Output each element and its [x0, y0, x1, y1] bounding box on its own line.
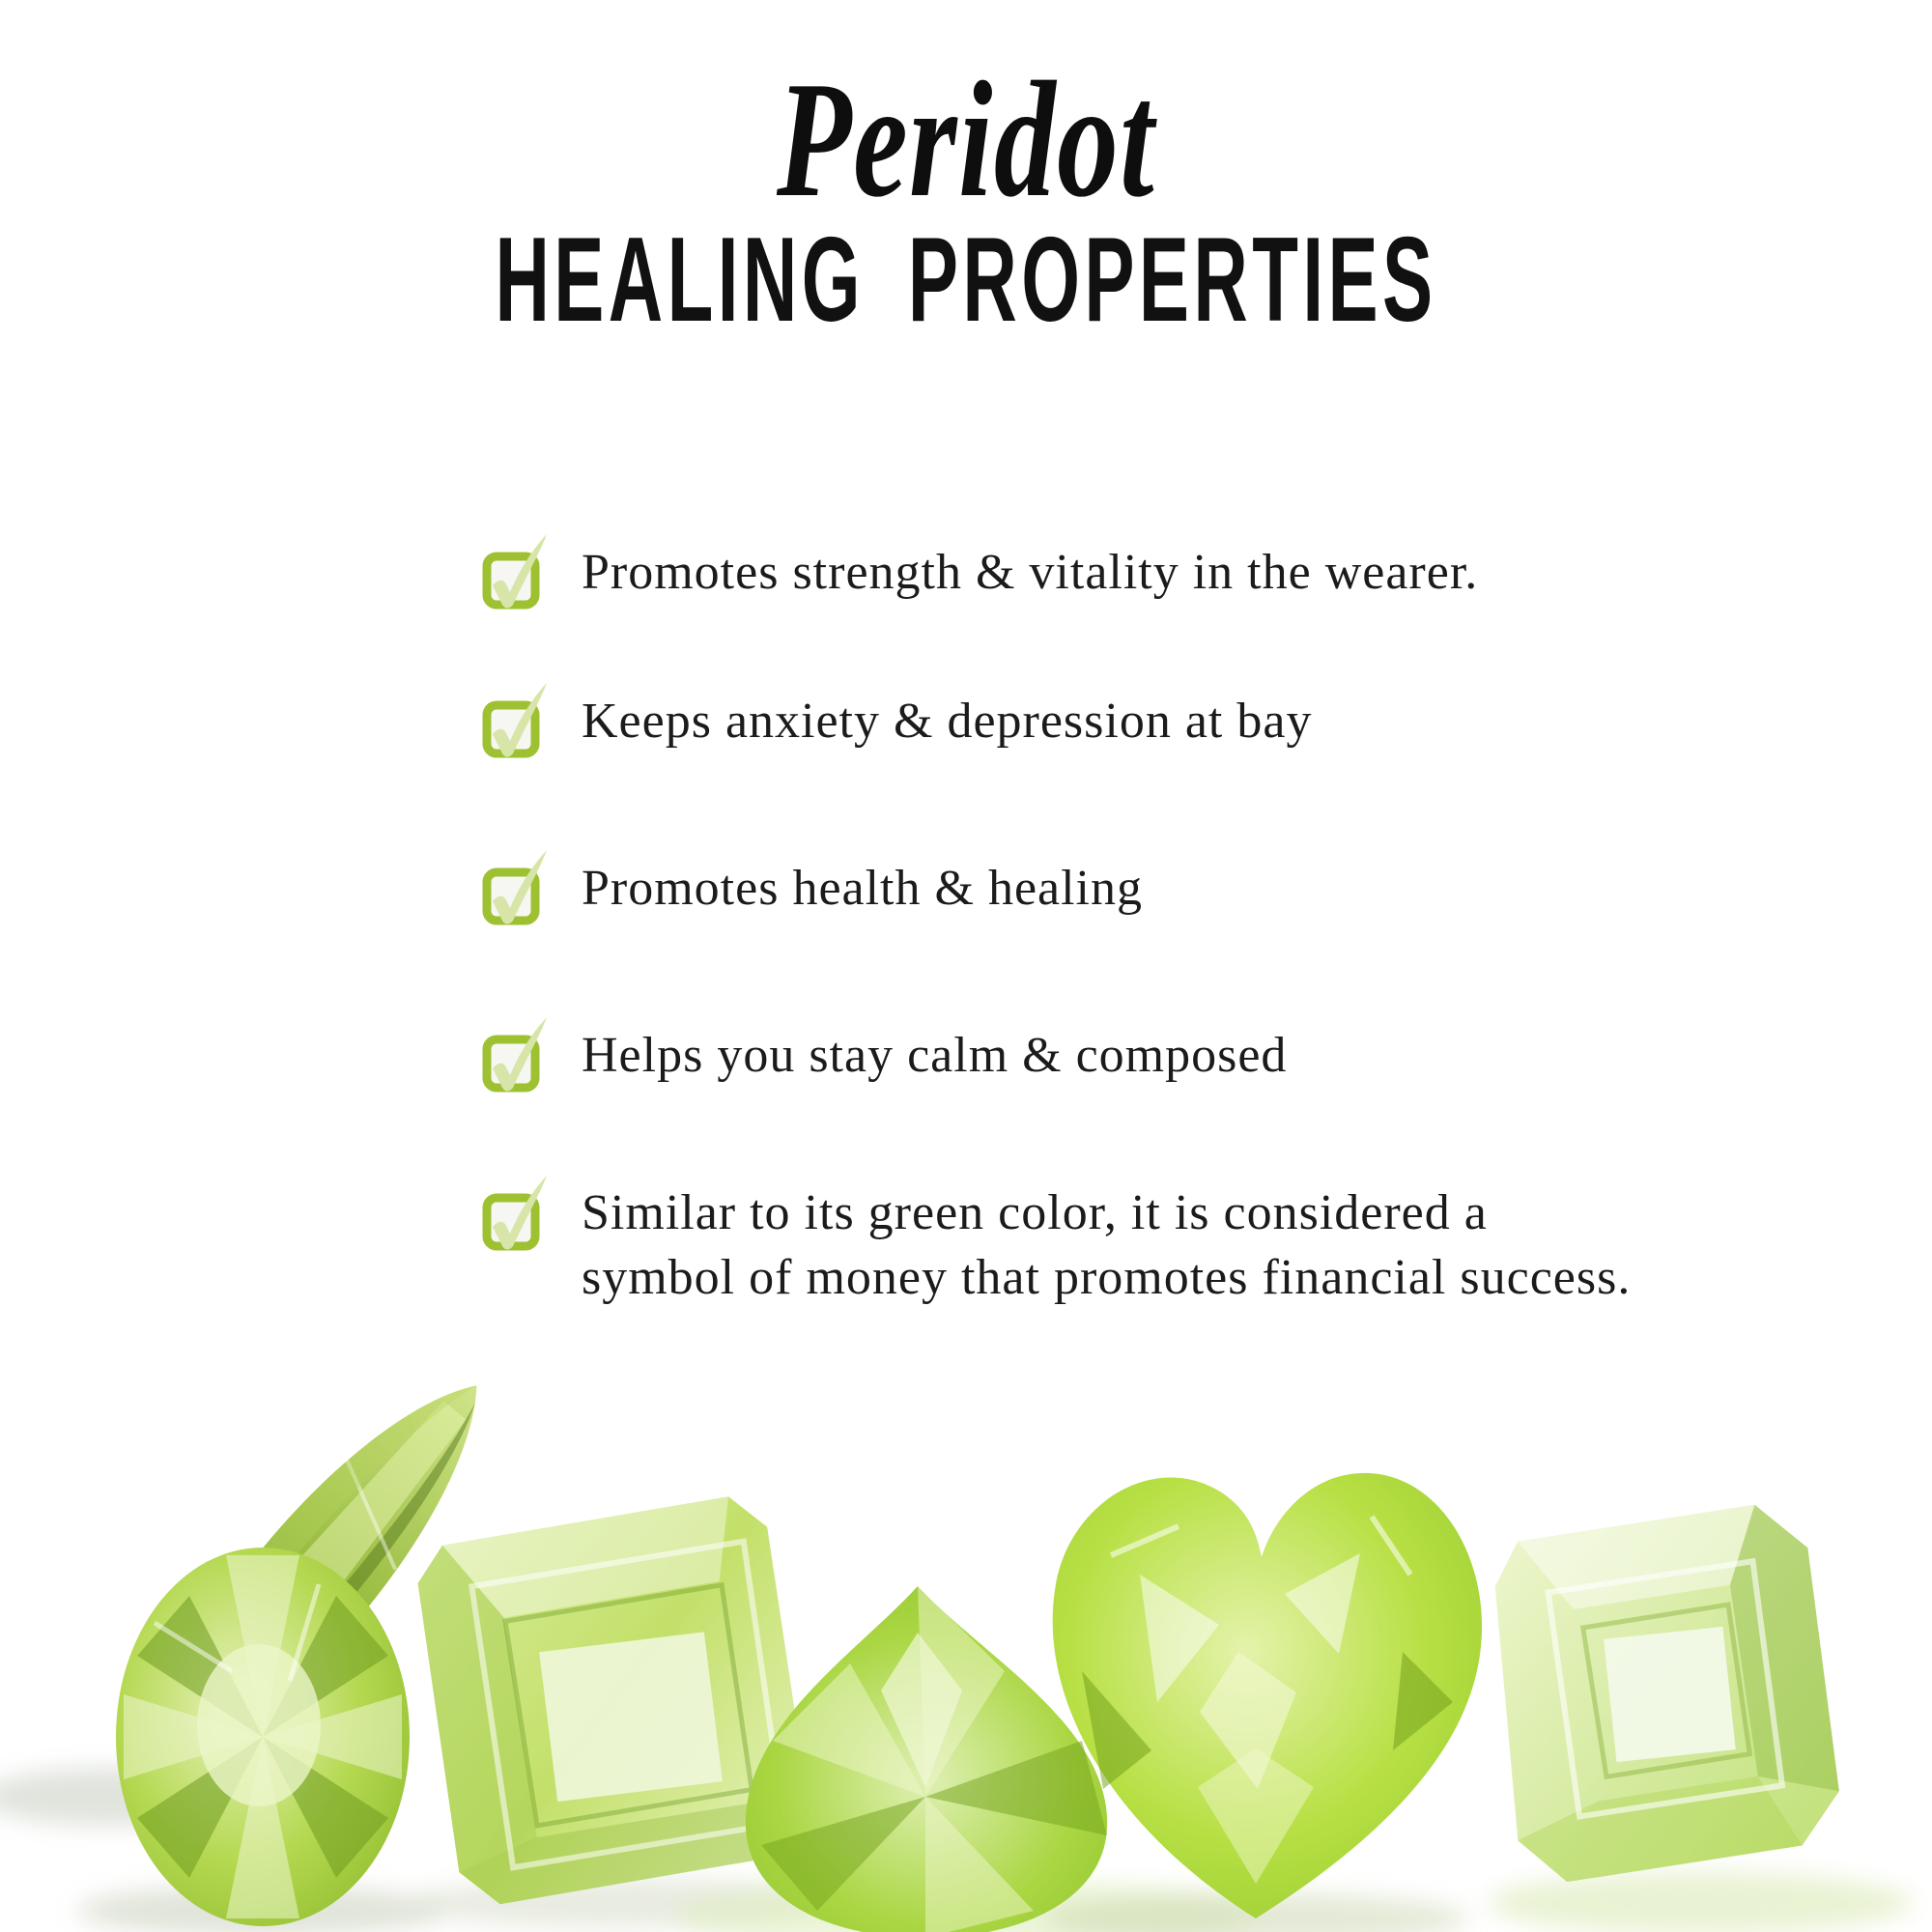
- checkbox-checked-icon: [481, 1010, 553, 1094]
- peridot-gems-photo: [0, 1381, 1932, 1932]
- gem-pear-cut: [746, 1586, 1107, 1932]
- checkbox-checked-icon: [481, 676, 553, 759]
- gem-square-cut: [1486, 1499, 1846, 1887]
- list-item-text: Keeps anxiety & depression at bay: [582, 694, 1313, 749]
- list-item-text: Helps you stay calm & composed: [582, 1028, 1288, 1083]
- list-item-text: Similar to its green color, it is considered a symbol of money that promotes financial success.: [582, 1185, 1632, 1305]
- checkbox-checked-icon: [481, 1169, 553, 1252]
- page-subtitle: HEALING PROPERTIES: [495, 213, 1437, 347]
- list-item: [481, 539, 1478, 611]
- gem-round-cut: [116, 1548, 410, 1926]
- page-title: Peridot: [776, 48, 1156, 232]
- list-item-text: Promotes health & healing: [582, 861, 1144, 916]
- list-item-text: Promotes strength & vitality in the wearer.: [582, 545, 1479, 600]
- gem-heart-cut: [1053, 1473, 1482, 1918]
- list-item: [481, 855, 1143, 926]
- list-item: [481, 688, 1312, 759]
- checkbox-checked-icon: [481, 843, 553, 926]
- list-item: [481, 1180, 1631, 1310]
- list-item: [481, 1022, 1287, 1094]
- checkbox-checked-icon: [481, 527, 553, 611]
